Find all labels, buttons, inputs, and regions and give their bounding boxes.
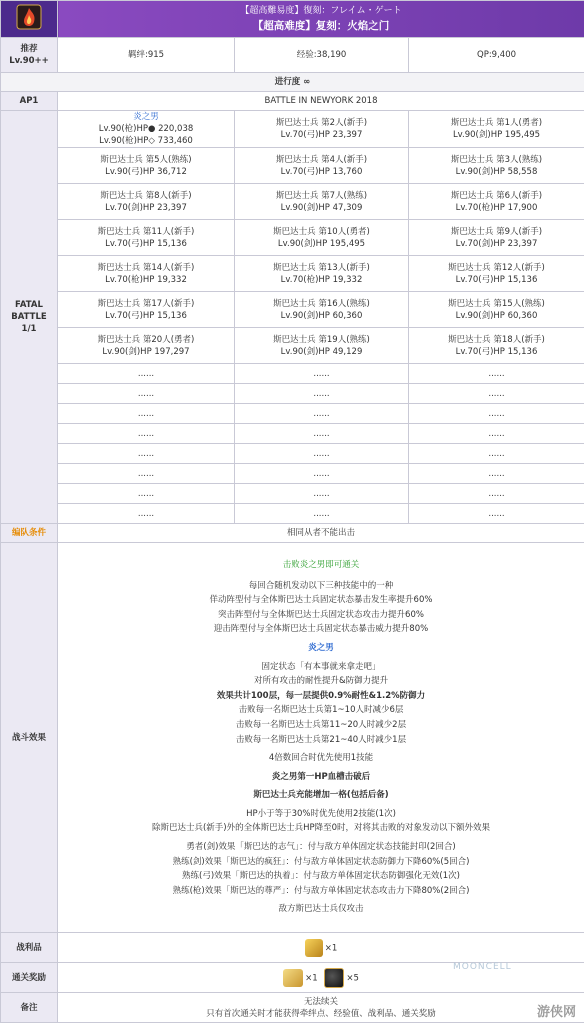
enemy-cell <box>409 111 584 148</box>
enemy-name: 斯巴达士兵 第15人(熟练) <box>448 298 545 309</box>
quest-title <box>58 1 584 38</box>
enemy-name: 斯巴达士兵 第2人(新手) <box>275 118 368 128</box>
ellipsis-cell: ...... <box>58 384 235 404</box>
enemy-cell <box>58 292 235 328</box>
enemy-stats: Lv.90(剑)HP 195,495 <box>277 238 366 249</box>
enemy-cell <box>235 220 409 256</box>
qp-value: QP:9,400 <box>409 38 584 73</box>
enemy-cell <box>58 148 235 184</box>
enemy-name: 斯巴达士兵 第7人(熟练) <box>275 190 368 201</box>
enemy-stats: Lv.90(剑)HP 49,129 <box>280 346 363 357</box>
effect-line: 击败每一名斯巴达士兵第21~40人时减少1层 <box>235 734 407 745</box>
enemy-cell <box>409 256 584 292</box>
effect-line: 勇者(剑)效果「斯巴达的志气」：付与敌方单体固定状态技能封印(2回合) <box>186 842 456 853</box>
ellipsis-cell: ...... <box>409 364 584 384</box>
note-content <box>58 993 584 1023</box>
effect-line: 熟练(剑)效果「斯巴达的疯狂」：付与敌方单体固定状态防御力下降60%(5回合) <box>172 856 470 867</box>
battle-name: BATTLE IN NEWYORK 2018 <box>58 92 584 111</box>
ap-label: AP1 <box>1 92 58 111</box>
enemy-stats: Lv.90(枪)HP● 220,038 Lv.90(枪)HP◇ 733,460 <box>98 124 194 146</box>
enemy-cell <box>58 256 235 292</box>
ellipsis-cell: ...... <box>235 404 409 424</box>
reward-count-1: ×1 <box>305 973 318 983</box>
enemy-cell <box>58 220 235 256</box>
enemy-name: 斯巴达士兵 第13人(新手) <box>273 262 370 273</box>
enemy-stats: Lv.90(剑)HP 195,495 <box>452 130 541 140</box>
effect-line: 击败炎之男即可通关 <box>282 559 360 570</box>
enemy-name: 斯巴达士兵 第16人(熟练) <box>273 298 370 309</box>
enemy-stats: Lv.70(弓)HP 15,136 <box>455 346 538 357</box>
enemy-cell <box>235 184 409 220</box>
enemy-name: 斯巴达士兵 第5人(熟练) <box>100 154 192 165</box>
enemy-stats: Lv.70(弓)HP 15,136 <box>105 238 187 249</box>
effect-line: 固定状态「有本事就来拿走吧」 <box>261 661 381 672</box>
bond-value: 羁绊:915 <box>58 38 235 73</box>
dark-orb-icon[interactable] <box>324 968 344 988</box>
enemy-stats: Lv.90(剑)HP 197,297 <box>102 346 190 357</box>
enemy-name: 斯巴达士兵 第8人(新手) <box>100 190 192 201</box>
ellipsis-cell: ...... <box>58 404 235 424</box>
effect-line: 炎之男 <box>308 642 334 653</box>
ellipsis-cell: ...... <box>409 424 584 444</box>
enemy-cell <box>409 148 584 184</box>
ellipsis-cell: ...... <box>235 364 409 384</box>
enemy-name-boss[interactable]: 炎之男 <box>133 112 159 122</box>
effect-line: 炎之男第一HP血槽击破后 <box>271 771 371 782</box>
enemy-cell <box>235 111 409 148</box>
enemy-stats: Lv.90(剑)HP 58,558 <box>455 166 538 177</box>
ellipsis-cell: ...... <box>409 404 584 424</box>
effect-line: 除斯巴达士兵(新手)外的全体斯巴达士兵HP降至0时，对将其击败的对象发动以下额外效果 <box>151 823 491 834</box>
enemy-stats: Lv.70(枪)HP 19,332 <box>280 274 363 285</box>
battle-label: FATAL BATTLE 1/1 <box>1 111 58 524</box>
effect-line: HP小于等于30%时优先使用2技能(1次) <box>246 808 396 819</box>
enemy-cell <box>409 292 584 328</box>
effect-line: 迎击阵型付与全体斯巴达士兵固定状态暴击威力提升80% <box>213 624 429 635</box>
enemy-stats: Lv.70(弓)HP 15,136 <box>105 310 187 321</box>
ellipsis-cell: ...... <box>58 484 235 504</box>
enemy-stats: Lv.70(弓)HP 13,760 <box>280 166 363 177</box>
ellipsis-cell: ...... <box>58 504 235 524</box>
enemy-stats: Lv.70(剑)HP 23,397 <box>455 238 538 249</box>
enemy-name: 斯巴达士兵 第9人(新手) <box>450 226 543 237</box>
enemy-cell <box>235 292 409 328</box>
enemy-name: 斯巴达士兵 第18人(新手) <box>448 334 545 345</box>
progress: 进行度 ∞ <box>1 73 584 92</box>
effect-line: 熟练(弓)效果「斯巴达的执着」：付与敌方单体固定状态防御强化无效(1次) <box>182 871 460 882</box>
enemy-cell <box>58 184 235 220</box>
ellipsis-cell: ...... <box>235 504 409 524</box>
enemy-name: 斯巴达士兵 第17人(新手) <box>97 298 195 309</box>
effect-line: 熟练(枪)效果「斯巴达的尊严」：付与敌方单体固定状态攻击力下降80%(2回合) <box>172 885 470 896</box>
reward-count-2: ×5 <box>346 973 359 983</box>
reward-label: 通关奖励 <box>1 963 58 993</box>
ellipsis-cell: ...... <box>409 444 584 464</box>
exp-value: 经验:38,190 <box>235 38 409 73</box>
ellipsis-cell: ...... <box>409 384 584 404</box>
spoils-count: ×1 <box>324 943 338 953</box>
enemy-cell <box>235 148 409 184</box>
quest-icon <box>1 1 58 38</box>
enemy-stats: Lv.70(剑)HP 23,397 <box>105 202 187 213</box>
ellipsis-cell: ...... <box>409 464 584 484</box>
gold-material-icon[interactable] <box>305 939 323 957</box>
enemy-name: 斯巴达士兵 第4人(新手) <box>275 154 368 165</box>
enemy-cell <box>58 328 235 364</box>
enemy-cell <box>409 184 584 220</box>
note-label: 备注 <box>1 993 58 1023</box>
spoils-content <box>58 933 584 963</box>
enemy-cell <box>235 256 409 292</box>
enemy-name: 斯巴达士兵 第3人(熟练) <box>450 154 543 165</box>
note-line: 只有首次通关时才能获得牵绊点、经验值、战利品、通关奖励 <box>206 1008 436 1019</box>
mooncell-watermark: MOONCELL <box>453 962 512 972</box>
enemy-stats: Lv.70(弓)HP 15,136 <box>455 274 538 285</box>
spoils-label: 战利品 <box>1 933 58 963</box>
ellipsis-cell: ...... <box>58 424 235 444</box>
enemy-cell <box>409 220 584 256</box>
effect-line: 击败每一名斯巴达士兵第1~10人时减少6层 <box>238 705 404 716</box>
enemy-name: 斯巴达士兵 第12人(新手) <box>448 262 545 273</box>
enemy-stats: Lv.90(剑)HP 60,360 <box>280 310 363 321</box>
enemy-name: 斯巴达士兵 第14人(新手) <box>97 262 195 273</box>
enemy-name: 斯巴达士兵 第11人(新手) <box>97 226 195 237</box>
ellipsis-cell: ...... <box>58 464 235 484</box>
effect-line: 佯动阵型付与全体斯巴达士兵固定状态暴击发生率提升60% <box>209 595 433 606</box>
enemy-cell <box>58 111 235 148</box>
enemy-stats: Lv.90(弓)HP 36,712 <box>105 166 187 177</box>
ellipsis-cell: ...... <box>58 364 235 384</box>
enemy-stats: Lv.70(枪)HP 19,332 <box>105 274 187 285</box>
enemy-stats: Lv.90(剑)HP 47,309 <box>280 202 363 213</box>
ellipsis-cell: ...... <box>235 384 409 404</box>
effect-line: 突击阵型付与全体斯巴达士兵固定状态攻击力提升60% <box>218 609 424 620</box>
effect-line: 4倍数回合时优先使用1技能 <box>268 753 374 764</box>
effect-line: 每回合随机发动以下三种技能中的一种 <box>248 580 394 591</box>
enemy-cell <box>235 328 409 364</box>
team-condition: 相同从者不能出击 <box>58 524 584 543</box>
ellipsis-cell: ...... <box>409 484 584 504</box>
effect-line: 效果共计100层，每一层提供0.9%耐性&1.2%防御力 <box>216 690 426 701</box>
enemy-name: 斯巴达士兵 第10人(勇者) <box>273 226 370 237</box>
ellipsis-cell: ...... <box>235 464 409 484</box>
team-label: 编队条件 <box>1 524 58 543</box>
effect-label: 战斗效果 <box>1 543 58 933</box>
enemy-name: 斯巴达士兵 第19人(熟练) <box>273 334 370 345</box>
ellipsis-cell: ...... <box>235 484 409 504</box>
enemy-name: 斯巴达士兵 第20人(勇者) <box>97 334 195 345</box>
site-watermark: 游侠网 <box>536 1005 576 1020</box>
gold-bar-icon[interactable] <box>283 969 303 987</box>
enemy-stats: Lv.70(枪)HP 17,900 <box>455 202 538 213</box>
effect-line: 敌方斯巴达士兵仅攻击 <box>278 904 364 915</box>
quest-title-jp: 【超高難易度】復刻：フレイム・ゲート <box>240 6 402 16</box>
enemy-stats: Lv.70(弓)HP 23,397 <box>280 130 363 140</box>
effect-content <box>58 543 584 933</box>
effect-line: 击败每一名斯巴达士兵第11~20人时减少2层 <box>235 719 407 730</box>
flame-gate-icon <box>16 4 42 30</box>
quest-title-cn: 【超高难度】复刻：火焰之门 <box>252 20 390 32</box>
effect-line: 斯巴达士兵充能增加一格(包括后备) <box>253 790 389 801</box>
enemy-name: 斯巴达士兵 第1人(勇者) <box>450 118 543 128</box>
note-line: 无法续关 <box>304 996 339 1007</box>
recommend-label: 推荐 Lv.90++ <box>1 38 58 73</box>
ellipsis-cell: ...... <box>58 444 235 464</box>
enemy-name: 斯巴达士兵 第6人(新手) <box>450 190 543 201</box>
enemy-stats: Lv.90(剑)HP 60,360 <box>455 310 538 321</box>
ellipsis-cell: ...... <box>235 444 409 464</box>
ellipsis-cell: ...... <box>409 504 584 524</box>
effect-line: 对所有攻击的耐性提升&防御力提升 <box>253 676 389 687</box>
ellipsis-cell: ...... <box>235 424 409 444</box>
enemy-cell <box>409 328 584 364</box>
